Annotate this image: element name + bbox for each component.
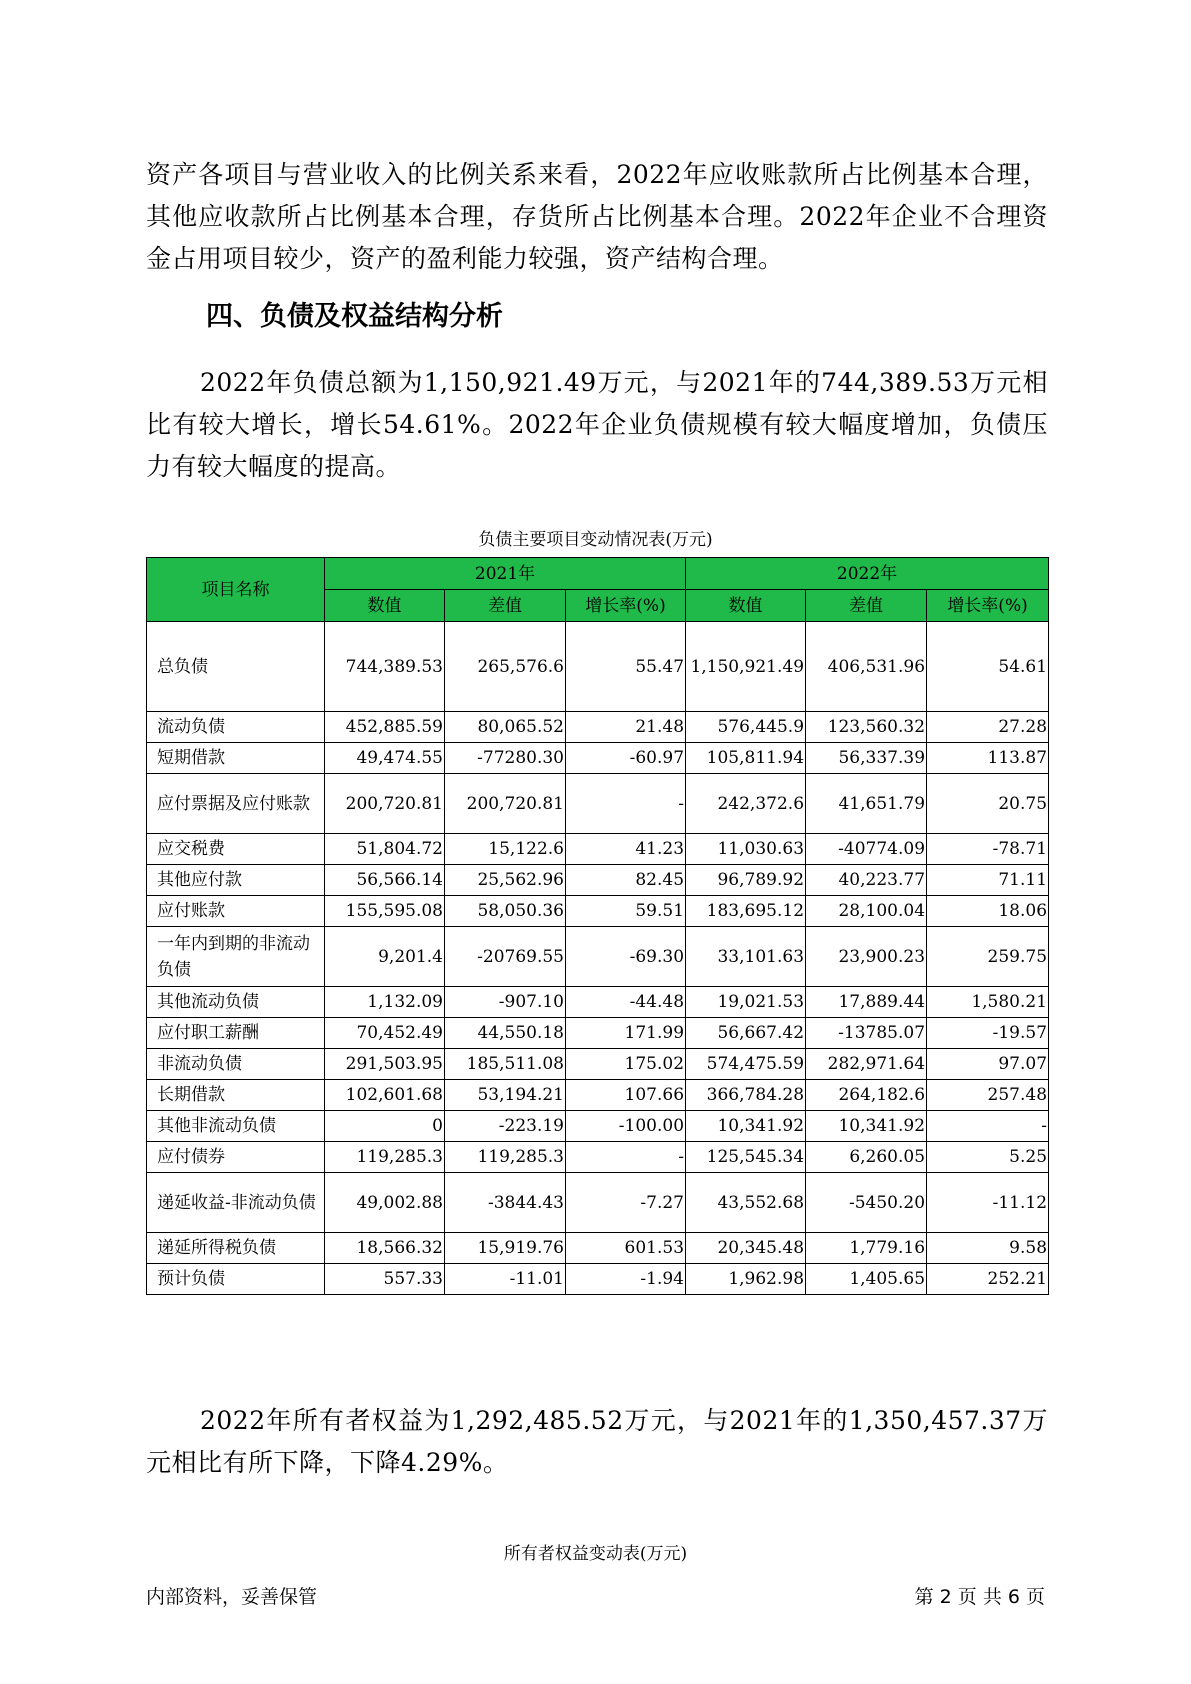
cell-diff-2022: 123,560.32: [806, 712, 927, 743]
cell-rate-2022: -11.12: [927, 1173, 1049, 1233]
cell-value-2021: 291,503.95: [325, 1049, 445, 1080]
cell-rate-2022: -: [927, 1111, 1049, 1142]
row-item-name: 递延收益-非流动负债: [147, 1173, 325, 1233]
cell-diff-2022: 10,341.92: [806, 1111, 927, 1142]
diff-header-2021: 差值: [445, 590, 566, 622]
row-item-name: 总负债: [147, 622, 325, 712]
row-item-name: 一年内到期的非流动负债: [147, 927, 325, 987]
row-item-name: 应付票据及应付账款: [147, 774, 325, 834]
cell-rate-2022: 257.48: [927, 1080, 1049, 1111]
year-2021-header: 2021年: [325, 558, 686, 590]
cell-rate-2021: -: [566, 774, 686, 834]
cell-diff-2021: -907.10: [445, 987, 566, 1018]
cell-diff-2021: 15,919.76: [445, 1233, 566, 1264]
cell-value-2022: 576,445.9: [686, 712, 806, 743]
year-2022-header: 2022年: [686, 558, 1049, 590]
cell-value-2021: 119,285.3: [325, 1142, 445, 1173]
cell-rate-2021: 107.66: [566, 1080, 686, 1111]
cell-diff-2021: -3844.43: [445, 1173, 566, 1233]
cell-diff-2021: 119,285.3: [445, 1142, 566, 1173]
cell-value-2021: 102,601.68: [325, 1080, 445, 1111]
cell-rate-2021: -100.00: [566, 1111, 686, 1142]
cell-rate-2022: 27.28: [927, 712, 1049, 743]
cell-rate-2022: 252.21: [927, 1264, 1049, 1295]
equity-paragraph: 2022年所有者权益为1,292,485.52万元，与2021年的1,350,457.37万元相比有所下降，下降4.29%。: [146, 1406, 1048, 1477]
table-row: [147, 1142, 1049, 1173]
cell-rate-2022: -19.57: [927, 1018, 1049, 1049]
cell-value-2021: 51,804.72: [325, 834, 445, 865]
cell-rate-2022: 54.61: [927, 622, 1049, 712]
cell-diff-2021: 265,576.6: [445, 622, 566, 712]
value-header-2021: 数值: [325, 590, 445, 622]
cell-rate-2021: 82.45: [566, 865, 686, 896]
value-header-2022: 数值: [686, 590, 806, 622]
cell-diff-2022: -5450.20: [806, 1173, 927, 1233]
cell-diff-2021: 185,511.08: [445, 1049, 566, 1080]
cell-diff-2021: 25,562.96: [445, 865, 566, 896]
cell-diff-2021: 53,194.21: [445, 1080, 566, 1111]
item-name-header: 项目名称: [147, 558, 325, 622]
cell-value-2022: 11,030.63: [686, 834, 806, 865]
cell-rate-2021: 21.48: [566, 712, 686, 743]
row-item-name: 应付债券: [147, 1142, 325, 1173]
equity-table-caption: 所有者权益变动表(万元): [503, 1544, 688, 1564]
cell-diff-2022: 406,531.96: [806, 622, 927, 712]
table-row: [147, 743, 1049, 774]
row-item-name: 应付职工薪酬: [147, 1018, 325, 1049]
cell-rate-2022: 71.11: [927, 865, 1049, 896]
cell-rate-2021: -60.97: [566, 743, 686, 774]
cell-rate-2022: 259.75: [927, 927, 1049, 987]
cell-rate-2022: 20.75: [927, 774, 1049, 834]
table-row: [147, 896, 1049, 927]
table-row: [147, 774, 1049, 834]
cell-value-2021: 200,720.81: [325, 774, 445, 834]
cell-rate-2022: -78.71: [927, 834, 1049, 865]
cell-rate-2021: 55.47: [566, 622, 686, 712]
table-row: [147, 1080, 1049, 1111]
cell-value-2021: 1,132.09: [325, 987, 445, 1018]
section-heading: 四、负债及权益结构分析: [206, 301, 503, 332]
cell-diff-2021: -77280.30: [445, 743, 566, 774]
row-item-name: 预计负债: [147, 1264, 325, 1295]
cell-rate-2022: 113.87: [927, 743, 1049, 774]
table-row: [147, 834, 1049, 865]
row-item-name: 其他非流动负债: [147, 1111, 325, 1142]
cell-value-2022: 366,784.28: [686, 1080, 806, 1111]
row-item-name: 流动负债: [147, 712, 325, 743]
cell-diff-2021: 15,122.6: [445, 834, 566, 865]
cell-rate-2022: 97.07: [927, 1049, 1049, 1080]
cell-value-2022: 56,667.42: [686, 1018, 806, 1049]
table-row: [147, 865, 1049, 896]
table-row: [147, 622, 1049, 712]
cell-value-2022: 20,345.48: [686, 1233, 806, 1264]
cell-rate-2021: -44.48: [566, 987, 686, 1018]
cell-value-2021: 155,595.08: [325, 896, 445, 927]
cell-rate-2021: -: [566, 1142, 686, 1173]
cell-rate-2022: 5.25: [927, 1142, 1049, 1173]
footer-page-number: 第 2 页 共 6 页: [914, 1586, 1045, 1608]
cell-diff-2021: 200,720.81: [445, 774, 566, 834]
cell-value-2022: 242,372.6: [686, 774, 806, 834]
cell-rate-2021: -69.30: [566, 927, 686, 987]
row-item-name: 长期借款: [147, 1080, 325, 1111]
cell-rate-2022: 1,580.21: [927, 987, 1049, 1018]
cell-value-2022: 43,552.68: [686, 1173, 806, 1233]
cell-diff-2021: 58,050.36: [445, 896, 566, 927]
table-row: [147, 927, 1049, 987]
row-item-name: 其他流动负债: [147, 987, 325, 1018]
table-row: [147, 1018, 1049, 1049]
cell-diff-2021: -11.01: [445, 1264, 566, 1295]
cell-diff-2022: 40,223.77: [806, 865, 927, 896]
cell-value-2021: 56,566.14: [325, 865, 445, 896]
cell-value-2022: 1,962.98: [686, 1264, 806, 1295]
cell-diff-2021: -223.19: [445, 1111, 566, 1142]
row-item-name: 非流动负债: [147, 1049, 325, 1080]
cell-value-2022: 125,545.34: [686, 1142, 806, 1173]
cell-diff-2022: 6,260.05: [806, 1142, 927, 1173]
cell-diff-2022: 17,889.44: [806, 987, 927, 1018]
cell-value-2021: 70,452.49: [325, 1018, 445, 1049]
cell-diff-2021: 44,550.18: [445, 1018, 566, 1049]
cell-diff-2022: 41,651.79: [806, 774, 927, 834]
cell-value-2022: 10,341.92: [686, 1111, 806, 1142]
footer-confidential-note: 内部资料，妥善保管: [146, 1586, 318, 1608]
cell-value-2021: 0: [325, 1111, 445, 1142]
cell-value-2022: 1,150,921.49: [686, 622, 806, 712]
cell-diff-2022: 282,971.64: [806, 1049, 927, 1080]
cell-rate-2021: 41.23: [566, 834, 686, 865]
table-row: [147, 1111, 1049, 1142]
liability-table: [146, 557, 1049, 1295]
cell-rate-2021: 175.02: [566, 1049, 686, 1080]
table-row: [147, 987, 1049, 1018]
cell-value-2022: 574,475.59: [686, 1049, 806, 1080]
table-row: [147, 1173, 1049, 1233]
cell-diff-2022: -40774.09: [806, 834, 927, 865]
diff-header-2022: 差值: [806, 590, 927, 622]
cell-rate-2021: -7.27: [566, 1173, 686, 1233]
cell-value-2021: 49,474.55: [325, 743, 445, 774]
cell-value-2022: 96,789.92: [686, 865, 806, 896]
cell-value-2021: 744,389.53: [325, 622, 445, 712]
cell-value-2022: 105,811.94: [686, 743, 806, 774]
row-item-name: 应交税费: [147, 834, 325, 865]
intro-paragraph: 资产各项目与营业收入的比例关系来看，2022年应收账款所占比例基本合理，其他应收款所占比例基本合理，存货所占比例基本合理。2022年企业不合理资金占用项目较少，资产的盈利能力较强，资产结构合理。: [146, 160, 1048, 273]
row-item-name: 应付账款: [147, 896, 325, 927]
table-caption: 负债主要项目变动情况表(万元): [478, 530, 713, 550]
rate-header-2021: 增长率(%): [566, 590, 686, 622]
row-item-name: 递延所得税负债: [147, 1233, 325, 1264]
cell-rate-2022: 18.06: [927, 896, 1049, 927]
cell-diff-2021: -20769.55: [445, 927, 566, 987]
cell-rate-2021: 601.53: [566, 1233, 686, 1264]
cell-value-2022: 33,101.63: [686, 927, 806, 987]
table-row: [147, 1049, 1049, 1080]
cell-value-2021: 9,201.4: [325, 927, 445, 987]
cell-rate-2022: 9.58: [927, 1233, 1049, 1264]
cell-rate-2021: 171.99: [566, 1018, 686, 1049]
row-item-name: 短期借款: [147, 743, 325, 774]
table-row: [147, 1264, 1049, 1295]
cell-diff-2022: 264,182.6: [806, 1080, 927, 1111]
liability-paragraph: 2022年负债总额为1,150,921.49万元，与2021年的744,389.53万元相比有较大增长，增长54.61%。2022年企业负债规模有较大幅度增加，负债压力有较大幅度的提高。: [146, 368, 1048, 481]
cell-diff-2022: 1,779.16: [806, 1233, 927, 1264]
row-item-name: 其他应付款: [147, 865, 325, 896]
cell-value-2021: 49,002.88: [325, 1173, 445, 1233]
cell-diff-2022: -13785.07: [806, 1018, 927, 1049]
cell-value-2022: 19,021.53: [686, 987, 806, 1018]
rate-header-2022: 增长率(%): [927, 590, 1049, 622]
cell-diff-2021: 80,065.52: [445, 712, 566, 743]
cell-value-2022: 183,695.12: [686, 896, 806, 927]
cell-diff-2022: 28,100.04: [806, 896, 927, 927]
table-row: [147, 712, 1049, 743]
cell-value-2021: 18,566.32: [325, 1233, 445, 1264]
cell-diff-2022: 56,337.39: [806, 743, 927, 774]
cell-value-2021: 557.33: [325, 1264, 445, 1295]
table-row: [147, 1233, 1049, 1264]
cell-rate-2021: 59.51: [566, 896, 686, 927]
cell-diff-2022: 23,900.23: [806, 927, 927, 987]
cell-value-2021: 452,885.59: [325, 712, 445, 743]
cell-rate-2021: -1.94: [566, 1264, 686, 1295]
cell-diff-2022: 1,405.65: [806, 1264, 927, 1295]
